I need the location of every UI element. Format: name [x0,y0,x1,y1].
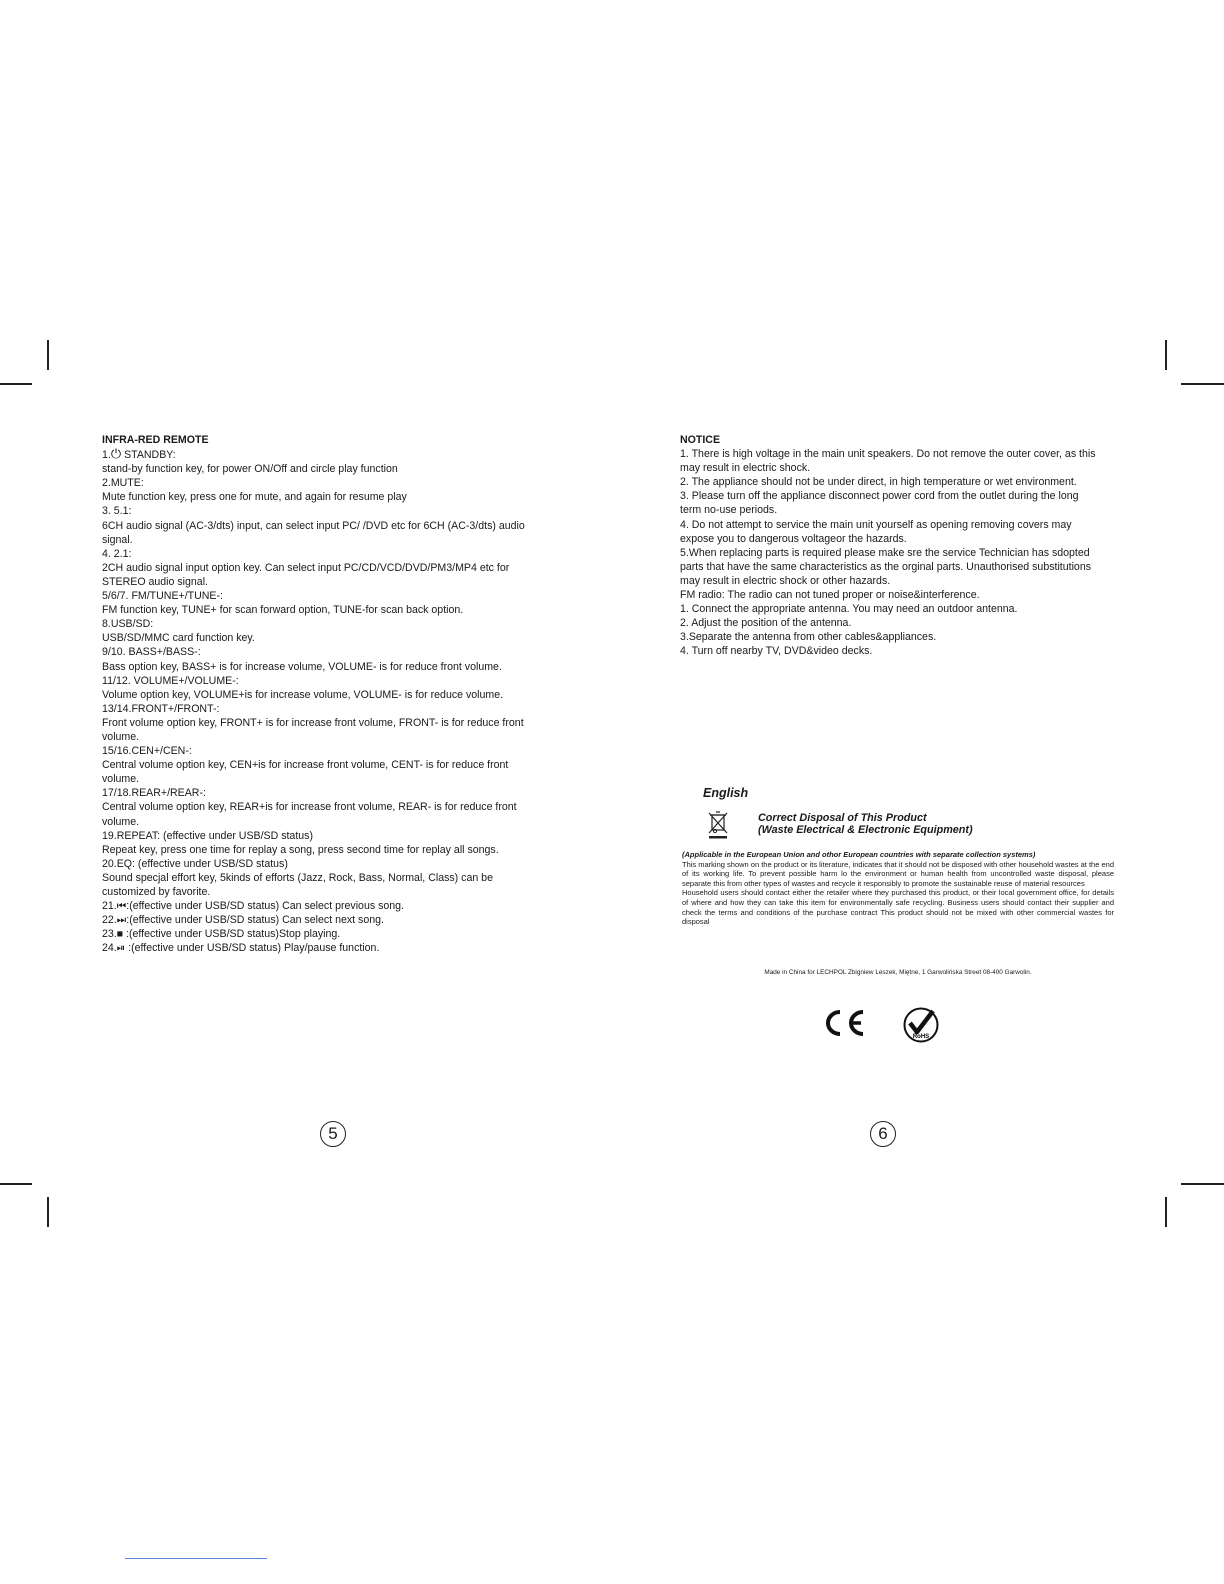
text-line: FM radio: The radio can not tuned proper or noise&interference. [680,589,980,602]
text-line: 24.⏯ :(effective under USB/SD status) Play/pause function. [102,942,380,955]
text-line: 4. Turn off nearby TV, DVD&video decks. [680,645,873,658]
text-line: 6CH audio signal (AC-3/dts) input, can select input PC/ /DVD etc for 6CH (AC-3/dts) audio [102,519,525,532]
disposal-heading: (Applicable in the European Union and othor European countries with separate collection systems) [682,850,1036,859]
text-line: 2. The appliance should not be under direct, in high temperature or wet environment. [680,476,1077,489]
text-line: volume. [102,773,140,786]
crop-mark [47,340,49,370]
page-heading: NOTICE [680,434,721,446]
page-heading: INFRA-RED REMOTE [102,434,209,446]
text-line: 5.When replacing parts is required please make sre the service Technician has sdopted [680,546,1090,559]
manufacturer-note: Made in China for LECHPOL Zbigniew Leszek, Miętne, 1 Garwolińska Street 08-400 Garwolin. [764,969,1032,976]
standby-line [102,447,542,462]
text-line: volume. [102,730,140,743]
text-line: Mute function key, press one for mute, and again for resume play [102,491,407,504]
text-line: 4. 2.1: [102,547,132,560]
text-line: 8.USB/SD: [102,618,154,631]
text-line: 5/6/7. FM/TUNE+/TUNE-: [102,590,223,603]
notice-list [680,447,1112,658]
text-line: 20.EQ: (effective under USB/SD status) [102,857,288,870]
remote-key-list [102,462,542,955]
text-line: 1. There is high voltage in the main unit speakers. Do not remove the outer cover, as this [680,448,1096,461]
power-icon: ⏻ [110,446,122,462]
weee-bin-icon [706,810,730,840]
text-line: 13/14.FRONT+/FRONT-: [102,702,220,715]
text-line: Sound specjal effort key, 5kinds of efforts (Jazz, Rock, Bass, Normal, Class) can be [102,871,493,884]
standby-number: 1. [102,449,111,462]
text-line: parts that have the same characteristics as the orginal parts. Unauthorised substitutions [680,560,1092,573]
text-line: Volume option key, VOLUME+is for increase volume, VOLUME- is for reduce volume. [102,688,504,701]
disposal-paragraph: Household users should contact either the retailer where they purchased this product, or their local government office, for details of where and how they can take this item for environmentally safe recycling. Business users should contact their supplier and check the terms and conditions of the purchase contract This product should not be mixed with other commercial wastes for disposal [682,888,1114,927]
disposal-subtitle-line: (Waste Electrical & Electronic Equipment) [758,824,973,836]
text-line: 23.■ :(effective under USB/SD status)Stop playing. [102,928,341,941]
text-line: FM function key, TUNE+ for scan forward option, TUNE-for scan back option. [102,604,464,617]
crop-mark [47,1197,49,1227]
crop-mark [0,1183,32,1185]
text-line: 3. Please turn off the appliance disconnect power cord from the outlet during the long [680,490,1079,503]
text-line: Front volume option key, FRONT+ is for increase front volume, FRONT- is for reduce front [102,716,524,729]
page-number: 6 [870,1121,896,1147]
text-line: volume. [102,815,140,828]
text-line: 4. Do not attempt to service the main unit yourself as opening removing covers may [680,518,1072,531]
text-line: 1. Connect the appropriate antenna. You may need an outdoor antenna. [680,603,1018,616]
text-line: 3. 5.1: [102,505,132,518]
disposal-title [758,812,973,836]
text-line: 2. Adjust the position of the antenna. [680,617,852,630]
page-number: 5 [320,1121,346,1147]
text-line: 22.⏭:(effective under USB/SD status) Can select next song. [102,914,384,927]
text-line: 17/18.REAR+/REAR-: [102,787,206,800]
crop-mark [1181,1183,1224,1185]
text-line: STEREO audio signal. [102,575,208,588]
text-line: 19.REPEAT: (effective under USB/SD status) [102,829,313,842]
text-line: Central volume option key, REAR+is for increase front volume, REAR- is for reduce front [102,801,517,814]
right-page [680,433,1112,659]
text-line: 15/16.CEN+/CEN-: [102,745,192,758]
text-line: 3.Separate the antenna from other cables&appliances. [680,631,937,644]
text-line: 2CH audio signal input option key. Can select input PC/CD/VCD/DVD/PM3/MP4 etc for [102,561,510,574]
text-line: stand-by function key, for power ON/Off and circle play function [102,463,398,476]
text-line: term no-use periods. [680,504,778,517]
rohs-check-icon [902,1006,940,1044]
text-line: Central volume option key, CEN+is for increase front volume, CENT- is for reduce front [102,759,509,772]
text-line: expose you to dangerous voltageor the hazards. [680,532,907,545]
text-line: 2.MUTE: [102,477,144,490]
text-line: customized by favorite. [102,886,211,898]
underline-mark [125,1558,267,1559]
text-line: Bass option key, BASS+ is for increase volume, VOLUME- is for reduce front volume. [102,660,502,673]
text-line: 9/10. BASS+/BASS-: [102,646,201,659]
text-line: Repeat key, press one time for replay a song, press second time for replay all songs. [102,843,499,856]
text-line: 21.⏮:(effective under USB/SD status) Can select previous song. [102,900,404,913]
rohs-mark-text: RoHS [912,1034,930,1040]
crop-mark [0,383,32,385]
standby-label: STANDBY: [124,449,176,462]
disposal-paragraph: This marking shown on the product or its literature, indicates that it should not be disposed with other household wastes at the end of its working life. To prevent possible harm lo the environment or human health from uncontrolled waste disposal, please separate this from other types of wastes and recycle it responsibly to promote the sustainable reuse of material resources [682,859,1114,888]
crop-mark [1165,340,1167,370]
text-line: may result in electric shock or other hazards. [680,574,891,587]
language-label: English [703,786,749,800]
crop-mark [1181,383,1224,385]
text-line: USB/SD/MMC card function key. [102,632,255,645]
disposal-text [682,850,1114,927]
text-line: may result in electric shock. [680,462,811,475]
text-line: 11/12. VOLUME+/VOLUME-: [102,674,239,687]
crop-mark [1165,1197,1167,1227]
left-page [102,433,542,955]
disposal-title-line: Correct Disposal of This Product [758,812,927,824]
ce-mark-icon [823,1008,867,1038]
text-line: signal. [102,533,133,546]
